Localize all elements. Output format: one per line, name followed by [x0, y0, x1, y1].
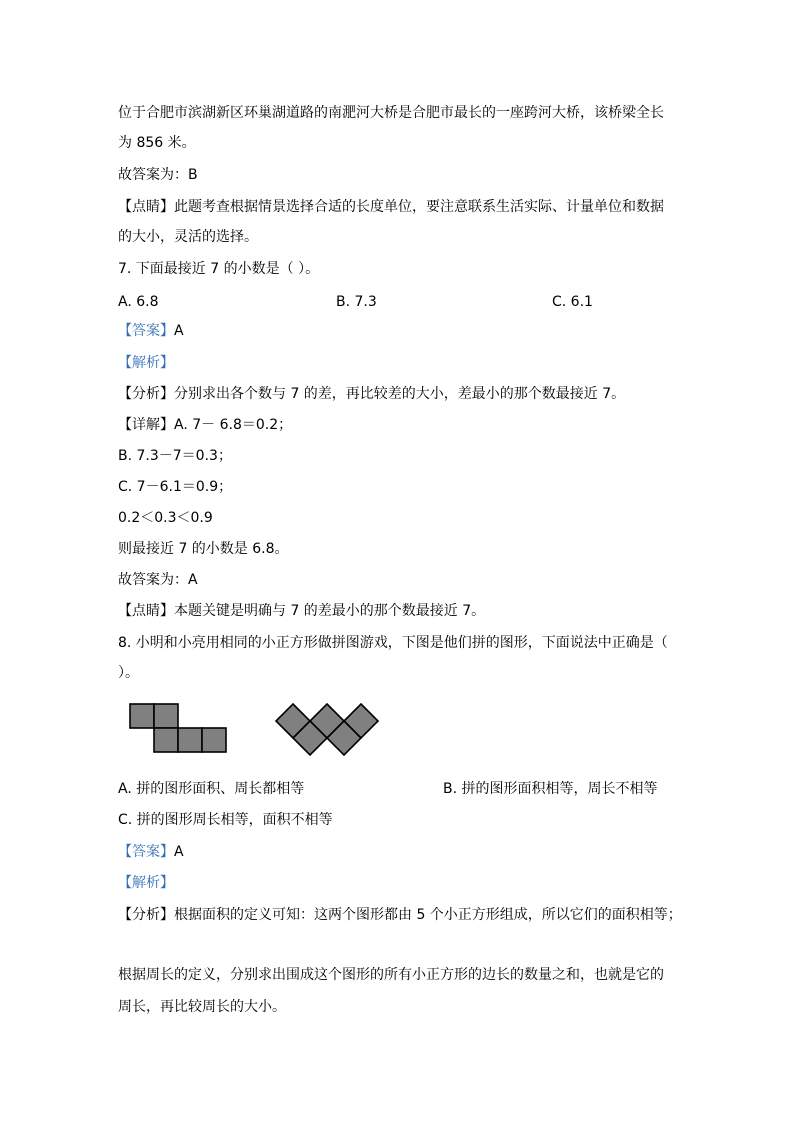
q7-tip-label: 【点睛】 — [118, 603, 174, 619]
q8-question-line-2: ）。 — [118, 665, 139, 681]
figure-left — [130, 704, 226, 752]
q6-tip-text: 此题考查根据情景选择合适的长度单位，要注意联系生活实际、计量单位和数据 — [174, 199, 664, 215]
q7-fenxi-label: 【分析】 — [118, 386, 174, 402]
q7-option-a: A. 6.8 — [118, 294, 159, 310]
q8-option-c: C. 拼的图形周长相等，面积不相等 — [118, 812, 333, 828]
q7-option-c: C. 6.1 — [552, 294, 593, 310]
q6-analysis-line-2: 为 856 米。 — [118, 135, 196, 151]
q7-option-b: B. 7.3 — [336, 294, 377, 310]
q8-fenxi-text: 根据面积的定义可知：这两个图形都由 5 个小正方形组成，所以它们的面积相等； — [174, 907, 682, 923]
q6-answer-line: 故答案为：B — [118, 167, 198, 183]
q8-paragraph-line-2: 周长，再比较周长的大小。 — [118, 999, 286, 1015]
q7-line-c: C. 7－6.1＝0.9； — [118, 479, 233, 495]
q8-answer-label: 【答案】 — [118, 844, 174, 860]
q7-answer-value: A — [174, 323, 184, 339]
q7-final-answer: 故答案为：A — [118, 572, 198, 588]
figure-left-square — [154, 704, 178, 728]
figure-left-square — [178, 728, 202, 752]
figure-left-square — [154, 728, 178, 752]
q8-fenxi-label: 【分析】 — [118, 907, 174, 923]
q6-tip-label: 【点睛】 — [118, 199, 174, 215]
q8-fenxi-line — [118, 906, 682, 924]
q7-fenxi-text: 分别求出各个数与 7 的差，再比较差的大小，差最小的那个数最接近 7。 — [174, 386, 626, 402]
q7-xiangjie-text: A. 7－ 6.8＝0.2； — [174, 417, 293, 433]
figure-right — [276, 704, 378, 755]
q7-fenxi-line — [118, 385, 625, 403]
q7-tip-line — [118, 602, 485, 620]
q8-figures — [118, 696, 388, 760]
q6-analysis-line-1: 位于合肥市滨湖新区环巢湖道路的南淝河大桥是合肥市最长的一座跨河大桥，该桥梁全长 — [118, 105, 664, 121]
figure-left-square — [130, 704, 154, 728]
q7-conclusion: 则最接近 7 的小数是 6.8。 — [118, 541, 289, 557]
q8-answer-value: A — [174, 844, 184, 860]
figure-left-square — [202, 728, 226, 752]
q7-xiangjie-label: 【详解】 — [118, 417, 174, 433]
q7-xiangjie-line — [118, 416, 292, 434]
q7-question: 7. 下面最接近 7 的小数是（ ）。 — [118, 261, 320, 277]
q7-line-b: B. 7.3－7＝0.3； — [118, 448, 232, 464]
q8-answer-line — [118, 843, 184, 861]
q7-tip-text: 本题关键是明确与 7 的差最小的那个数最接近 7。 — [174, 603, 486, 619]
q8-paragraph-line-1: 根据周长的定义，分别求出围成这个图形的所有小正方形的边长的数量之和，也就是它的 — [118, 967, 664, 983]
q7-answer-label: 【答案】 — [118, 323, 174, 339]
q7-answer-line — [118, 322, 184, 340]
q8-jiexi-label: 【解析】 — [118, 875, 174, 891]
q7-compare: 0.2＜0.3＜0.9 — [118, 510, 213, 526]
q6-tip-line-2: 的大小，灵活的选择。 — [118, 229, 258, 245]
q8-option-a: A. 拼的图形面积、周长都相等 — [118, 781, 305, 797]
q6-tip-line-1 — [118, 198, 664, 216]
q8-question-line-1: 8. 小明和小亮用相同的小正方形做拼图游戏，下图是他们拼的图形，下面说法中正确是（ — [118, 635, 668, 651]
q7-jiexi-label: 【解析】 — [118, 355, 174, 371]
q8-option-b: B. 拼的图形面积相等，周长不相等 — [443, 781, 658, 797]
